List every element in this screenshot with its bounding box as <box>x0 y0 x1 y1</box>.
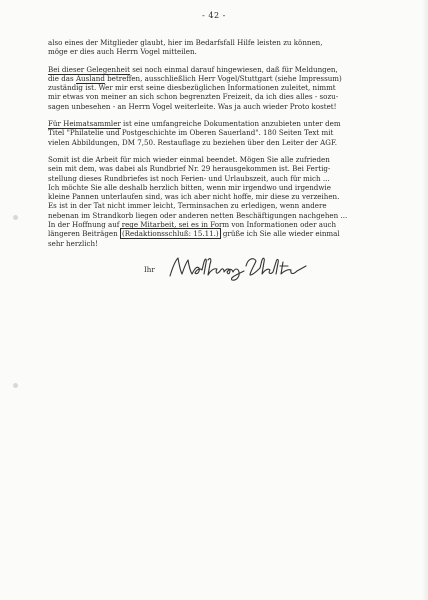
text-line: Titel "Philatelie und Postgeschichte im Oberen Sauerland". 180 Seiten Text mit <box>48 128 334 138</box>
signature-block <box>48 256 384 286</box>
text-line: stellung dieses Rundbriefes ist noch Ferien- und Urlaubszeit, auch für mich ... <box>48 173 330 183</box>
text-line <box>48 229 384 238</box>
paragraph-member-help <box>48 38 384 57</box>
text-fragment: sei noch einmal darauf hingewiesen, daß für Meldungen, <box>129 64 338 74</box>
underlined-phrase: Bei dieser Gelegenheit <box>48 64 130 74</box>
scan-shadow <box>422 0 428 600</box>
text-line: In der Hoffnung auf rege Mitarbeit, sei es in Form von Informationen oder auch <box>48 220 337 230</box>
handwritten-signature <box>164 254 314 284</box>
text-line: Es ist in der Tat nicht immer leicht, Terminsachen zu erledigen, wenn andere <box>48 201 327 211</box>
underlined-phrase: Ausland <box>75 73 105 83</box>
text-line: sein mit dem, was dabei als Rundbrief Nr. 29 herausgekommen ist. Bei Fertig- <box>48 164 331 174</box>
text-line: vielen Abbildungen, DM 7,50. Restauflage zu beziehen über den Leiter der AGF. <box>48 137 338 147</box>
text-line: sagen unbesehen - an Herrn Vogel weiterleite. Was ja auch wieder Proto kostet! <box>48 101 337 111</box>
text-line: zuständig ist. Wer mir erst seine diesbezüglichen Informationen zuleitet, nimmt <box>48 83 336 93</box>
text-fragment: ist eine umfangreiche Dokumentation anzubieten unter dem <box>120 119 341 129</box>
text-fragment: längeren Beiträgen <box>48 229 120 239</box>
text-line: kleine Pannen unterlaufen sind, was ich aber nicht hoffe, mir diese zu verzeihen. <box>48 192 340 202</box>
punch-hole <box>13 383 18 388</box>
text-line <box>48 65 384 74</box>
text-fragment: die das <box>48 73 76 83</box>
paragraph-foreign-reports <box>48 65 384 111</box>
closing-word: Ihr <box>144 264 155 274</box>
text-line: sehr herzlich! <box>48 238 98 248</box>
text-fragment: betreffen, ausschließlich Herr Vogel/Stuttgart (siehe Impressum) <box>104 73 342 83</box>
text-line <box>48 119 384 128</box>
text-line: also eines der Mitglieder glaubt, hier im Bedarfsfall Hilfe leisten zu können, <box>48 38 323 47</box>
underlined-phrase: Für Heimatsammler <box>48 119 121 129</box>
paragraph-local-collectors <box>48 119 384 147</box>
deadline-box: (Redaktionsschluß: 15.11.) <box>121 229 219 239</box>
paragraph-closing-remarks <box>48 155 384 248</box>
text-line <box>48 74 384 83</box>
text-line: Ich möchte Sie alle deshalb herzlich bitten, wenn mir irgendwo und irgendwie <box>48 182 331 192</box>
letter-body <box>48 38 384 286</box>
punch-hole <box>13 215 18 220</box>
text-line: mir etwas von meiner an sich schon begrenzten Freizeit, da ich dies alles - sozu- <box>48 92 339 102</box>
text-line: nebenan im Strandkorb liegen oder anderen netten Beschäftigungen nachgehen ... <box>48 210 348 220</box>
text-line: möge er dies auch Herrn Vogel mitteilen. <box>48 47 197 57</box>
text-fragment: grüße ich Sie alle wieder einmal <box>220 229 340 239</box>
text-line: Somit ist die Arbeit für mich wieder einmal beendet. Mögen Sie alle zufrieden <box>48 154 330 164</box>
page-number: - 42 - <box>202 11 226 20</box>
